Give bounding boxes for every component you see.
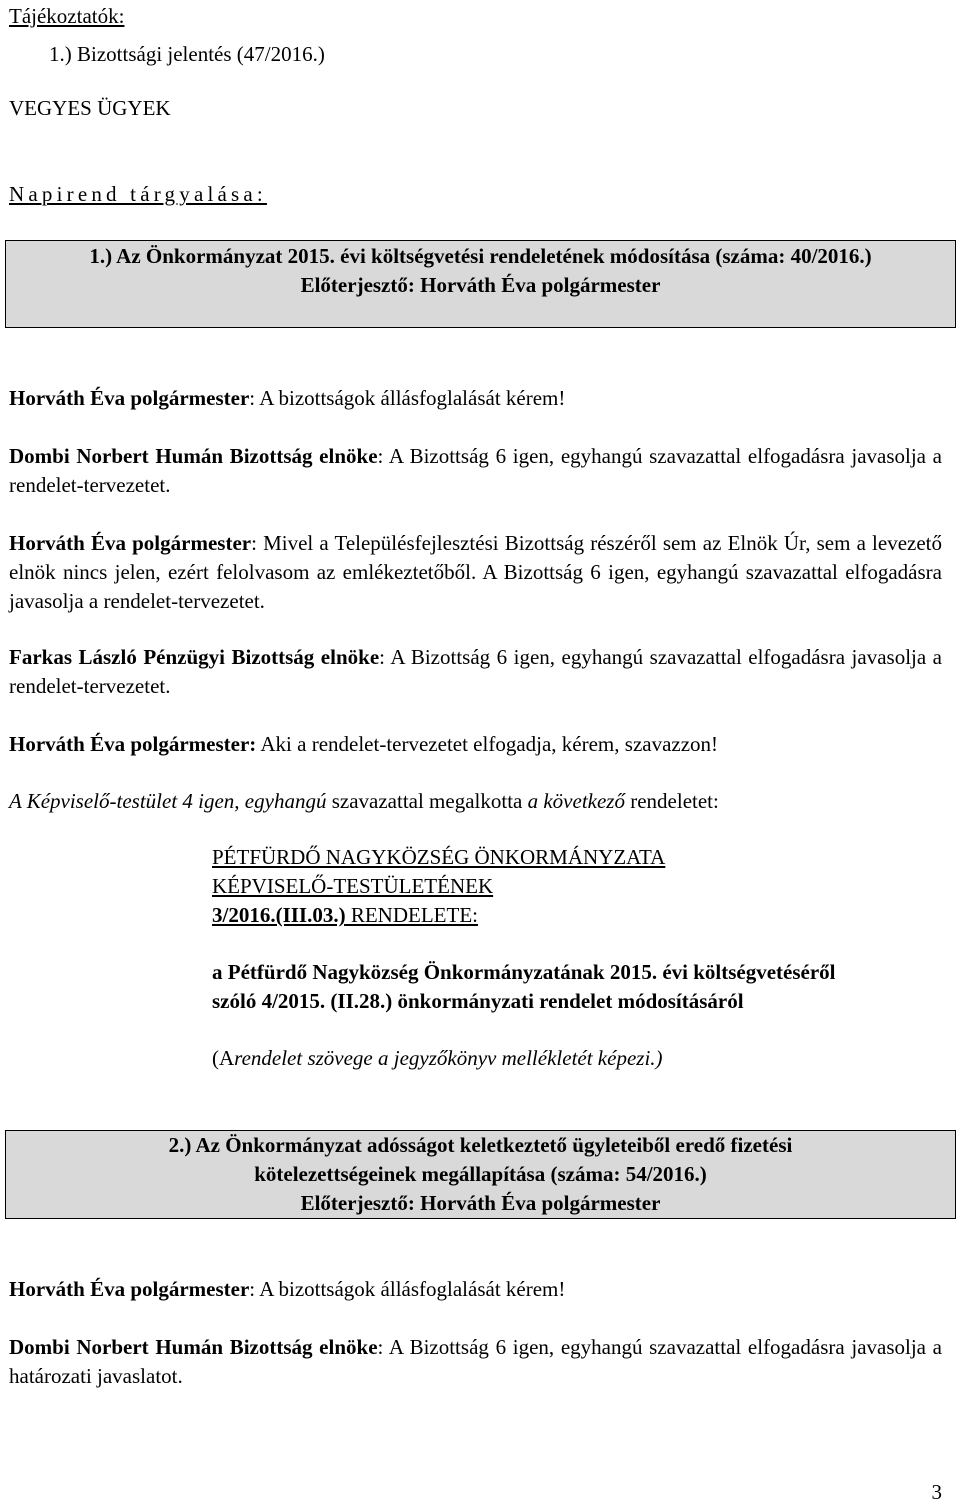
vote-result <box>9 787 942 816</box>
statement-text: : A bizottságok állásfoglalását kérem! <box>249 386 566 410</box>
statement-text: : A Bizottság 6 igen, egyhangú szavazattal elfogadásra javasolja a rendelet-tervezetet. <box>9 645 942 698</box>
decree-subject-line-1: a Pétfürdő Nagyközség Önkormányzatának 2015. évi költségvetéséről <box>212 960 836 984</box>
vegyes-ugyek-heading: VEGYES ÜGYEK <box>9 96 171 120</box>
speaker: Horváth Éva polgármester <box>9 1277 250 1301</box>
agenda-item-1-title: 1.) Az Önkormányzat 2015. évi költségvetési rendeletének módosítása (száma: 40/2016.) <box>89 244 872 268</box>
speaker: Horváth Éva polgármester <box>9 531 252 555</box>
statement-text: Aki a rendelet-tervezetet elfogadja, kérem, szavazzon! <box>256 732 719 756</box>
agenda-item-2-presenter: Előterjesztő: Horváth Éva polgármester <box>300 1191 661 1215</box>
speaker: Horváth Éva polgármester: <box>9 732 257 756</box>
vote-result-part: A Képviselő-testület 4 igen, egyhangú <box>9 789 327 813</box>
decree-title-line-2: KÉPVISELŐ-TESTÜLETÉNEK <box>212 874 494 898</box>
decree-title-line-1: PÉTFÜRDŐ NAGYKÖZSÉG ÖNKORMÁNYZATA <box>212 845 666 869</box>
decree-note-paren: (A <box>212 1046 235 1070</box>
decree-number: 3/2016.(III.03.) <box>212 903 346 927</box>
decree-label: RENDELETE: <box>345 903 478 927</box>
agenda-item-2-title-line-1: 2.) Az Önkormányzat adósságot keletkeztető ügyleteiből eredő fizetési <box>168 1133 793 1157</box>
page-number: 3 <box>931 1480 942 1504</box>
tajekoztatok-item-1: 1.) Bizottsági jelentés (47/2016.) <box>49 42 325 66</box>
statement-5 <box>9 730 942 759</box>
statement-2 <box>9 442 942 500</box>
agenda-item-2-box <box>5 1130 956 1219</box>
speaker: Farkas László Pénzügyi Bizottság elnöke <box>9 645 380 669</box>
statement-8 <box>9 1333 942 1391</box>
statement-text: : A Bizottság 6 igen, egyhangú szavazattal elfogadásra javasolja a határozati javaslatot. <box>9 1335 943 1388</box>
speaker: Horváth Éva polgármester <box>9 386 250 410</box>
decree-note-text: rendelet szövege a jegyzőkönyv mellékletét képezi.) <box>234 1046 663 1070</box>
statement-7 <box>9 1275 942 1304</box>
napirend-heading: Napirend tárgyalása: <box>9 182 267 206</box>
decree-title-line-3 <box>212 901 478 930</box>
statement-3 <box>9 529 942 616</box>
statement-text: : A bizottságok állásfoglalását kérem! <box>249 1277 566 1301</box>
agenda-item-1-presenter: Előterjesztő: Horváth Éva polgármester <box>300 273 661 297</box>
agenda-item-2-title-line-2: kötelezettségeinek megállapítása (száma: 54/2016.) <box>254 1162 707 1186</box>
vote-result-part: szavazattal megalkotta <box>326 789 528 813</box>
vote-result-part: rendeletet: <box>624 789 719 813</box>
statement-text: : Mivel a Településfejlesztési Bizottság részéről sem az Elnök Úr, sem a levezető elnök nincs jelen, ezért felolvasom az emlékeztetőből. A Bizottság 6 igen, egyhangú szavazattal elfogadásra javasolja a rendelet-tervezetet. <box>9 531 942 613</box>
statement-4 <box>9 643 942 701</box>
statement-1 <box>9 384 942 413</box>
speaker: Dombi Norbert Humán Bizottság elnöke <box>9 444 378 468</box>
decree-subject-line-2: szóló 4/2015. (II.28.) önkormányzati rendelet módosításáról <box>212 989 744 1013</box>
decree-note <box>212 1044 663 1073</box>
agenda-item-1-box <box>5 240 956 328</box>
speaker: Dombi Norbert Humán Bizottság elnöke <box>9 1335 378 1359</box>
tajekoztatok-heading: Tájékoztatók: <box>9 4 125 28</box>
vote-result-part: a következő <box>527 789 625 813</box>
statement-text: : A Bizottság 6 igen, egyhangú szavazattal elfogadásra javasolja a rendelet-tervezetet. <box>9 444 943 497</box>
